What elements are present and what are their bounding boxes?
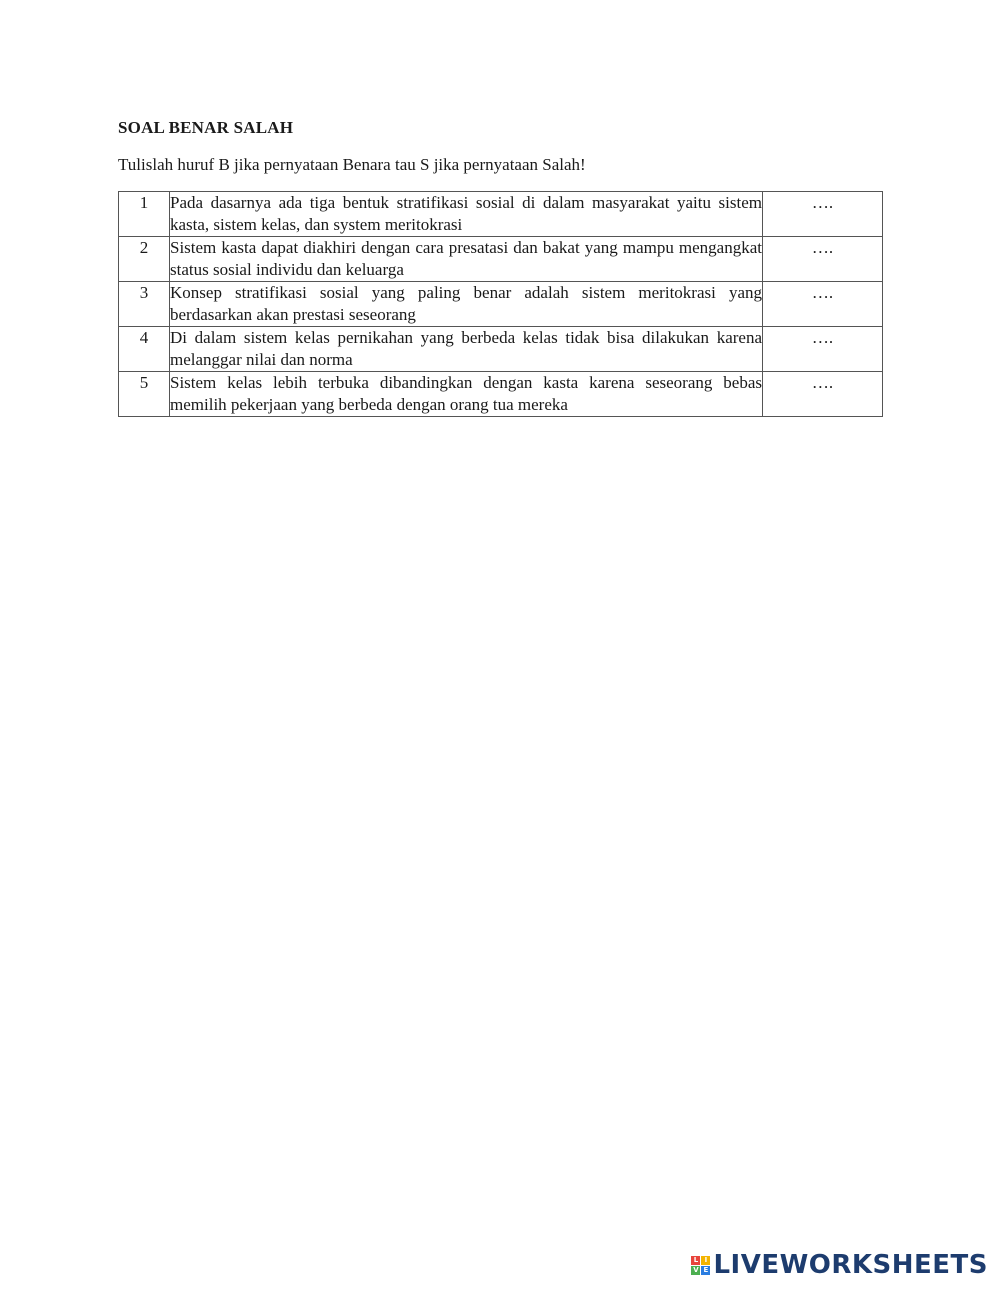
- question-number: 1: [119, 192, 170, 237]
- question-statement: Di dalam sistem kelas pernikahan yang berbeda kelas tidak bisa dilakukan karena melanggar nilai dan norma: [170, 327, 763, 372]
- question-number: 4: [119, 327, 170, 372]
- question-statement: Sistem kasta dapat diakhiri dengan cara presatasi dan bakat yang mampu mengangkat status sosial individu dan keluarga: [170, 237, 763, 282]
- answer-field[interactable]: ….: [763, 237, 883, 282]
- question-row: [119, 282, 883, 327]
- question-number: 3: [119, 282, 170, 327]
- instruction-text: Tulislah huruf B jika pernyataan Benara tau S jika pernyataan Salah!: [118, 155, 586, 174]
- logo-tile-l: L: [691, 1256, 700, 1265]
- questions-table: [118, 191, 883, 417]
- liveworksheets-icon: [691, 1256, 710, 1275]
- question-statement: Sistem kelas lebih terbuka dibandingkan dengan kasta karena seseorang bebas memilih pekerjaan yang berbeda dengan orang tua mereka: [170, 372, 763, 417]
- logo-tile-e: E: [701, 1266, 710, 1275]
- question-row: [119, 372, 883, 417]
- page-title: SOAL BENAR SALAH: [118, 118, 294, 137]
- liveworksheets-logo: [691, 1250, 988, 1280]
- answer-field[interactable]: ….: [763, 192, 883, 237]
- logo-tile-i: I: [701, 1256, 710, 1265]
- question-number: 2: [119, 237, 170, 282]
- question-number: 5: [119, 372, 170, 417]
- brand-name: LIVEWORKSHEETS: [713, 1250, 988, 1280]
- question-statement: Pada dasarnya ada tiga bentuk stratifikasi sosial di dalam masyarakat yaitu sistem kasta, sistem kelas, dan system meritokrasi: [170, 192, 763, 237]
- answer-field[interactable]: ….: [763, 282, 883, 327]
- question-row: [119, 192, 883, 237]
- question-statement: Konsep stratifikasi sosial yang paling benar adalah sistem meritokrasi yang berdasarkan akan prestasi seseorang: [170, 282, 763, 327]
- question-row: [119, 327, 883, 372]
- answer-field[interactable]: ….: [763, 327, 883, 372]
- question-row: [119, 237, 883, 282]
- logo-tile-v: V: [693, 1265, 699, 1274]
- answer-field[interactable]: ….: [763, 372, 883, 417]
